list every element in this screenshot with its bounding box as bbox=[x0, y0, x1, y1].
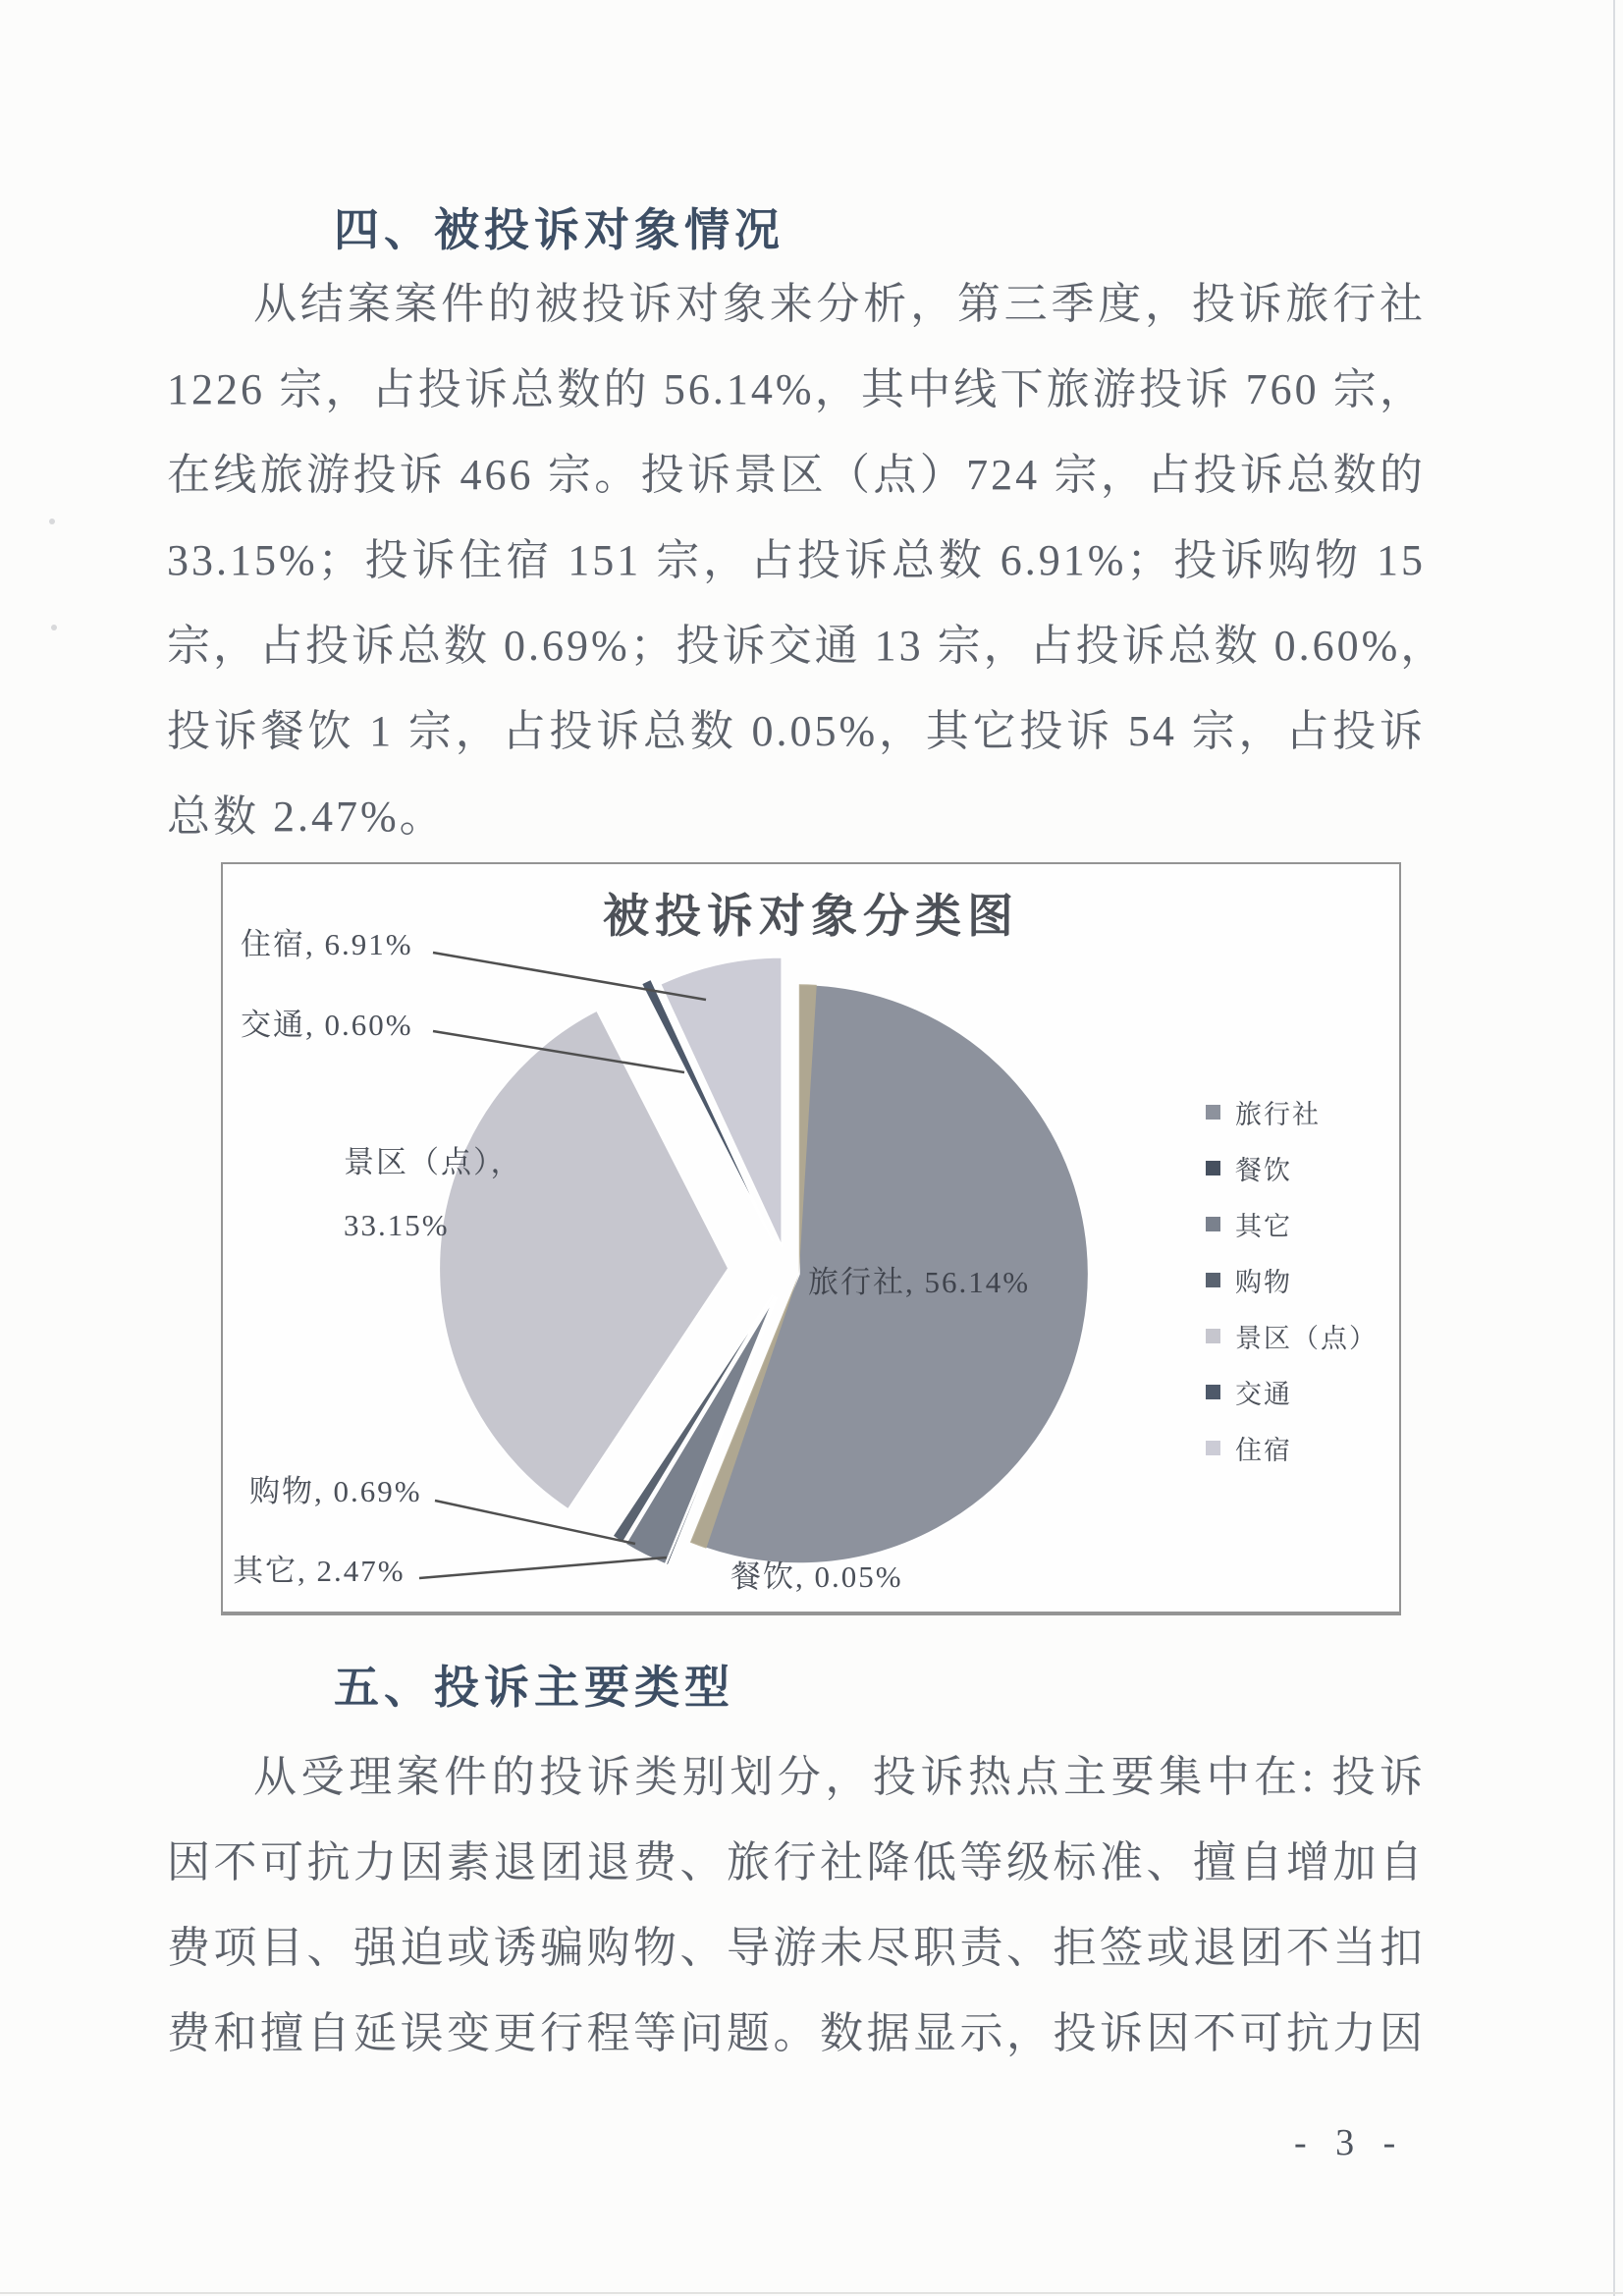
body-line: 从结案案件的被投诉对象来分析，第三季度，投诉旅行社 bbox=[253, 280, 1426, 328]
legend-swatch bbox=[1205, 1160, 1221, 1176]
body-line: 在线旅游投诉 466 宗。投诉景区（点）724 宗，占投诉总数的 bbox=[167, 451, 1426, 499]
legend-swatch bbox=[1205, 1384, 1221, 1400]
body-line: 1226 宗，占投诉总数的 56.14%，其中线下旅游投诉 760 宗， bbox=[167, 365, 1426, 413]
section5-heading: 五、投诉主要类型 bbox=[334, 1662, 734, 1713]
legend-swatch bbox=[1205, 1216, 1221, 1232]
callout-jiaotong: 交通, 0.60% bbox=[241, 1008, 413, 1042]
legend-label: 景区（点） bbox=[1235, 1324, 1378, 1353]
callout-canyin: 餐饮, 0.05% bbox=[730, 1559, 903, 1594]
scan-speck bbox=[49, 519, 55, 524]
body-line: 总数 2.47%。 bbox=[167, 793, 446, 841]
legend-item bbox=[1205, 1196, 1378, 1252]
body-line: 从受理案件的投诉类别划分，投诉热点主要集中在: 投诉 bbox=[253, 1753, 1426, 1801]
body-line: 因不可抗力因素退团退费、旅行社降低等级标准、擅自增加自 bbox=[167, 1838, 1426, 1886]
body-line: 33.15%；投诉住宿 151 宗，占投诉总数 6.91%；投诉购物 15 bbox=[167, 536, 1426, 584]
callout-jingqu: 景区（点）， 33.15% bbox=[344, 1145, 523, 1242]
legend-swatch bbox=[1205, 1328, 1221, 1344]
callout-gouwu: 购物, 0.69% bbox=[249, 1474, 422, 1508]
body-line: 费项目、强迫或诱骗购物、导游未尽职责、拒签或退团不当扣 bbox=[167, 1924, 1426, 1972]
callout-zhusu: 住宿, 6.91% bbox=[241, 927, 413, 961]
scan-edge-line bbox=[1613, 0, 1615, 2296]
legend-label: 餐饮 bbox=[1235, 1156, 1292, 1185]
body-line: 费和擅自延误变更行程等问题。数据显示，投诉因不可抗力因 bbox=[167, 2009, 1426, 2057]
legend-label: 住宿 bbox=[1235, 1436, 1292, 1465]
legend-swatch bbox=[1205, 1104, 1221, 1121]
legend-swatch bbox=[1205, 1272, 1221, 1288]
callout-lvxingshe: 旅行社, 56.14% bbox=[808, 1265, 1031, 1299]
callout-qita: 其它, 2.47% bbox=[233, 1554, 406, 1588]
page-number: - 3 - bbox=[1294, 2122, 1406, 2163]
legend-item bbox=[1205, 1252, 1378, 1308]
section4-heading: 四、被投诉对象情况 bbox=[334, 204, 784, 255]
legend-label: 购物 bbox=[1235, 1268, 1292, 1297]
legend-item bbox=[1205, 1084, 1378, 1140]
scan-edge-line-bottom bbox=[0, 2292, 1623, 2294]
legend-swatch bbox=[1205, 1440, 1221, 1456]
scan-speck bbox=[51, 625, 57, 630]
pie-chart-frame bbox=[221, 862, 1401, 1615]
legend-item bbox=[1205, 1420, 1378, 1476]
section5-paragraph bbox=[167, 1734, 1426, 2076]
section4-paragraph bbox=[167, 261, 1447, 859]
legend-item bbox=[1205, 1140, 1378, 1196]
legend-item bbox=[1205, 1308, 1378, 1364]
legend-label: 旅行社 bbox=[1235, 1100, 1321, 1129]
body-line: 投诉餐饮 1 宗，占投诉总数 0.05%，其它投诉 54 宗，占投诉 bbox=[167, 707, 1426, 755]
legend-item bbox=[1205, 1364, 1378, 1420]
legend-label: 交通 bbox=[1235, 1380, 1292, 1409]
chart-title: 被投诉对象分类图 bbox=[603, 892, 1019, 943]
chart-legend bbox=[1205, 1084, 1378, 1476]
body-line: 宗，占投诉总数 0.69%；投诉交通 13 宗，占投诉总数 0.60%， bbox=[167, 622, 1447, 670]
legend-label: 其它 bbox=[1235, 1212, 1292, 1241]
